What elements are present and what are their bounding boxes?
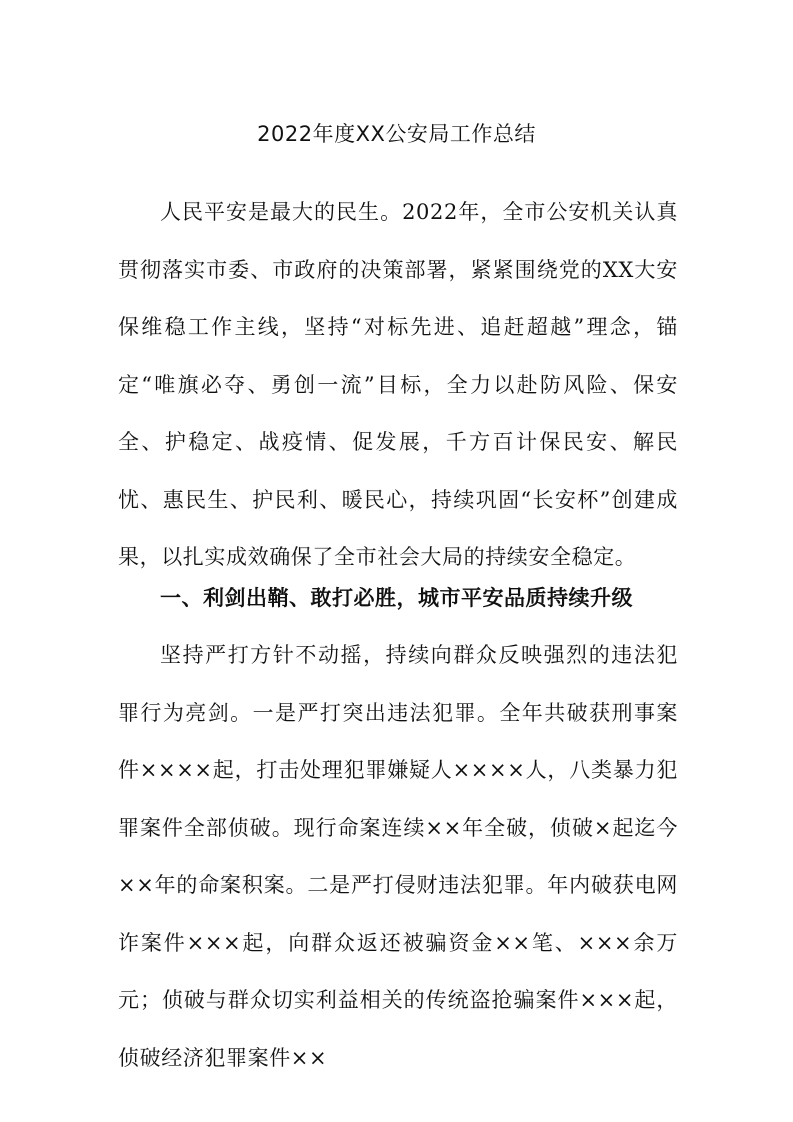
section-paragraph: 坚持严打方针不动摇，持续向群众反映强烈的违法犯罪行为亮剑。一是严打突出违法犯罪。全年共破获刑事案件××××起，打击处理犯罪嫌疑人××××人，八类暴力犯罪案件全部侦破。现行命案连续××年全破，侦破×起迄今××年的命案积案。二是严打侵财违法犯罪。年内破获电网诈案件×××起，向群众返还被骗资金××笔、×××余万元；侦破与群众切实利益相关的传统盗抢骗案件×××起，侦破经济犯罪案件××: [118, 643, 678, 1070]
section-heading: 一、利剑出鞘、敢打必胜，城市平安品质持续升级: [160, 586, 633, 610]
document-title: 2022年度XX公安局工作总结: [257, 122, 536, 146]
intro-paragraph: 人民平安是最大的民生。2022年，全市公安机关认真贯彻落实市委、市政府的决策部署，紧紧围绕党的XX大安保维稳工作主线，坚持“对标先进、追赶超越”理念，锚定“唯旗必夺、勇创一流”目标，全力以赴防风险、保安全、护稳定、战疫情、促发展，千方百计保民安、解民忧、惠民生、护民利、暖民心，持续巩固“长安杯”创建成果，以扎实成效确保了全市社会大局的持续安全稳定。: [118, 200, 678, 569]
